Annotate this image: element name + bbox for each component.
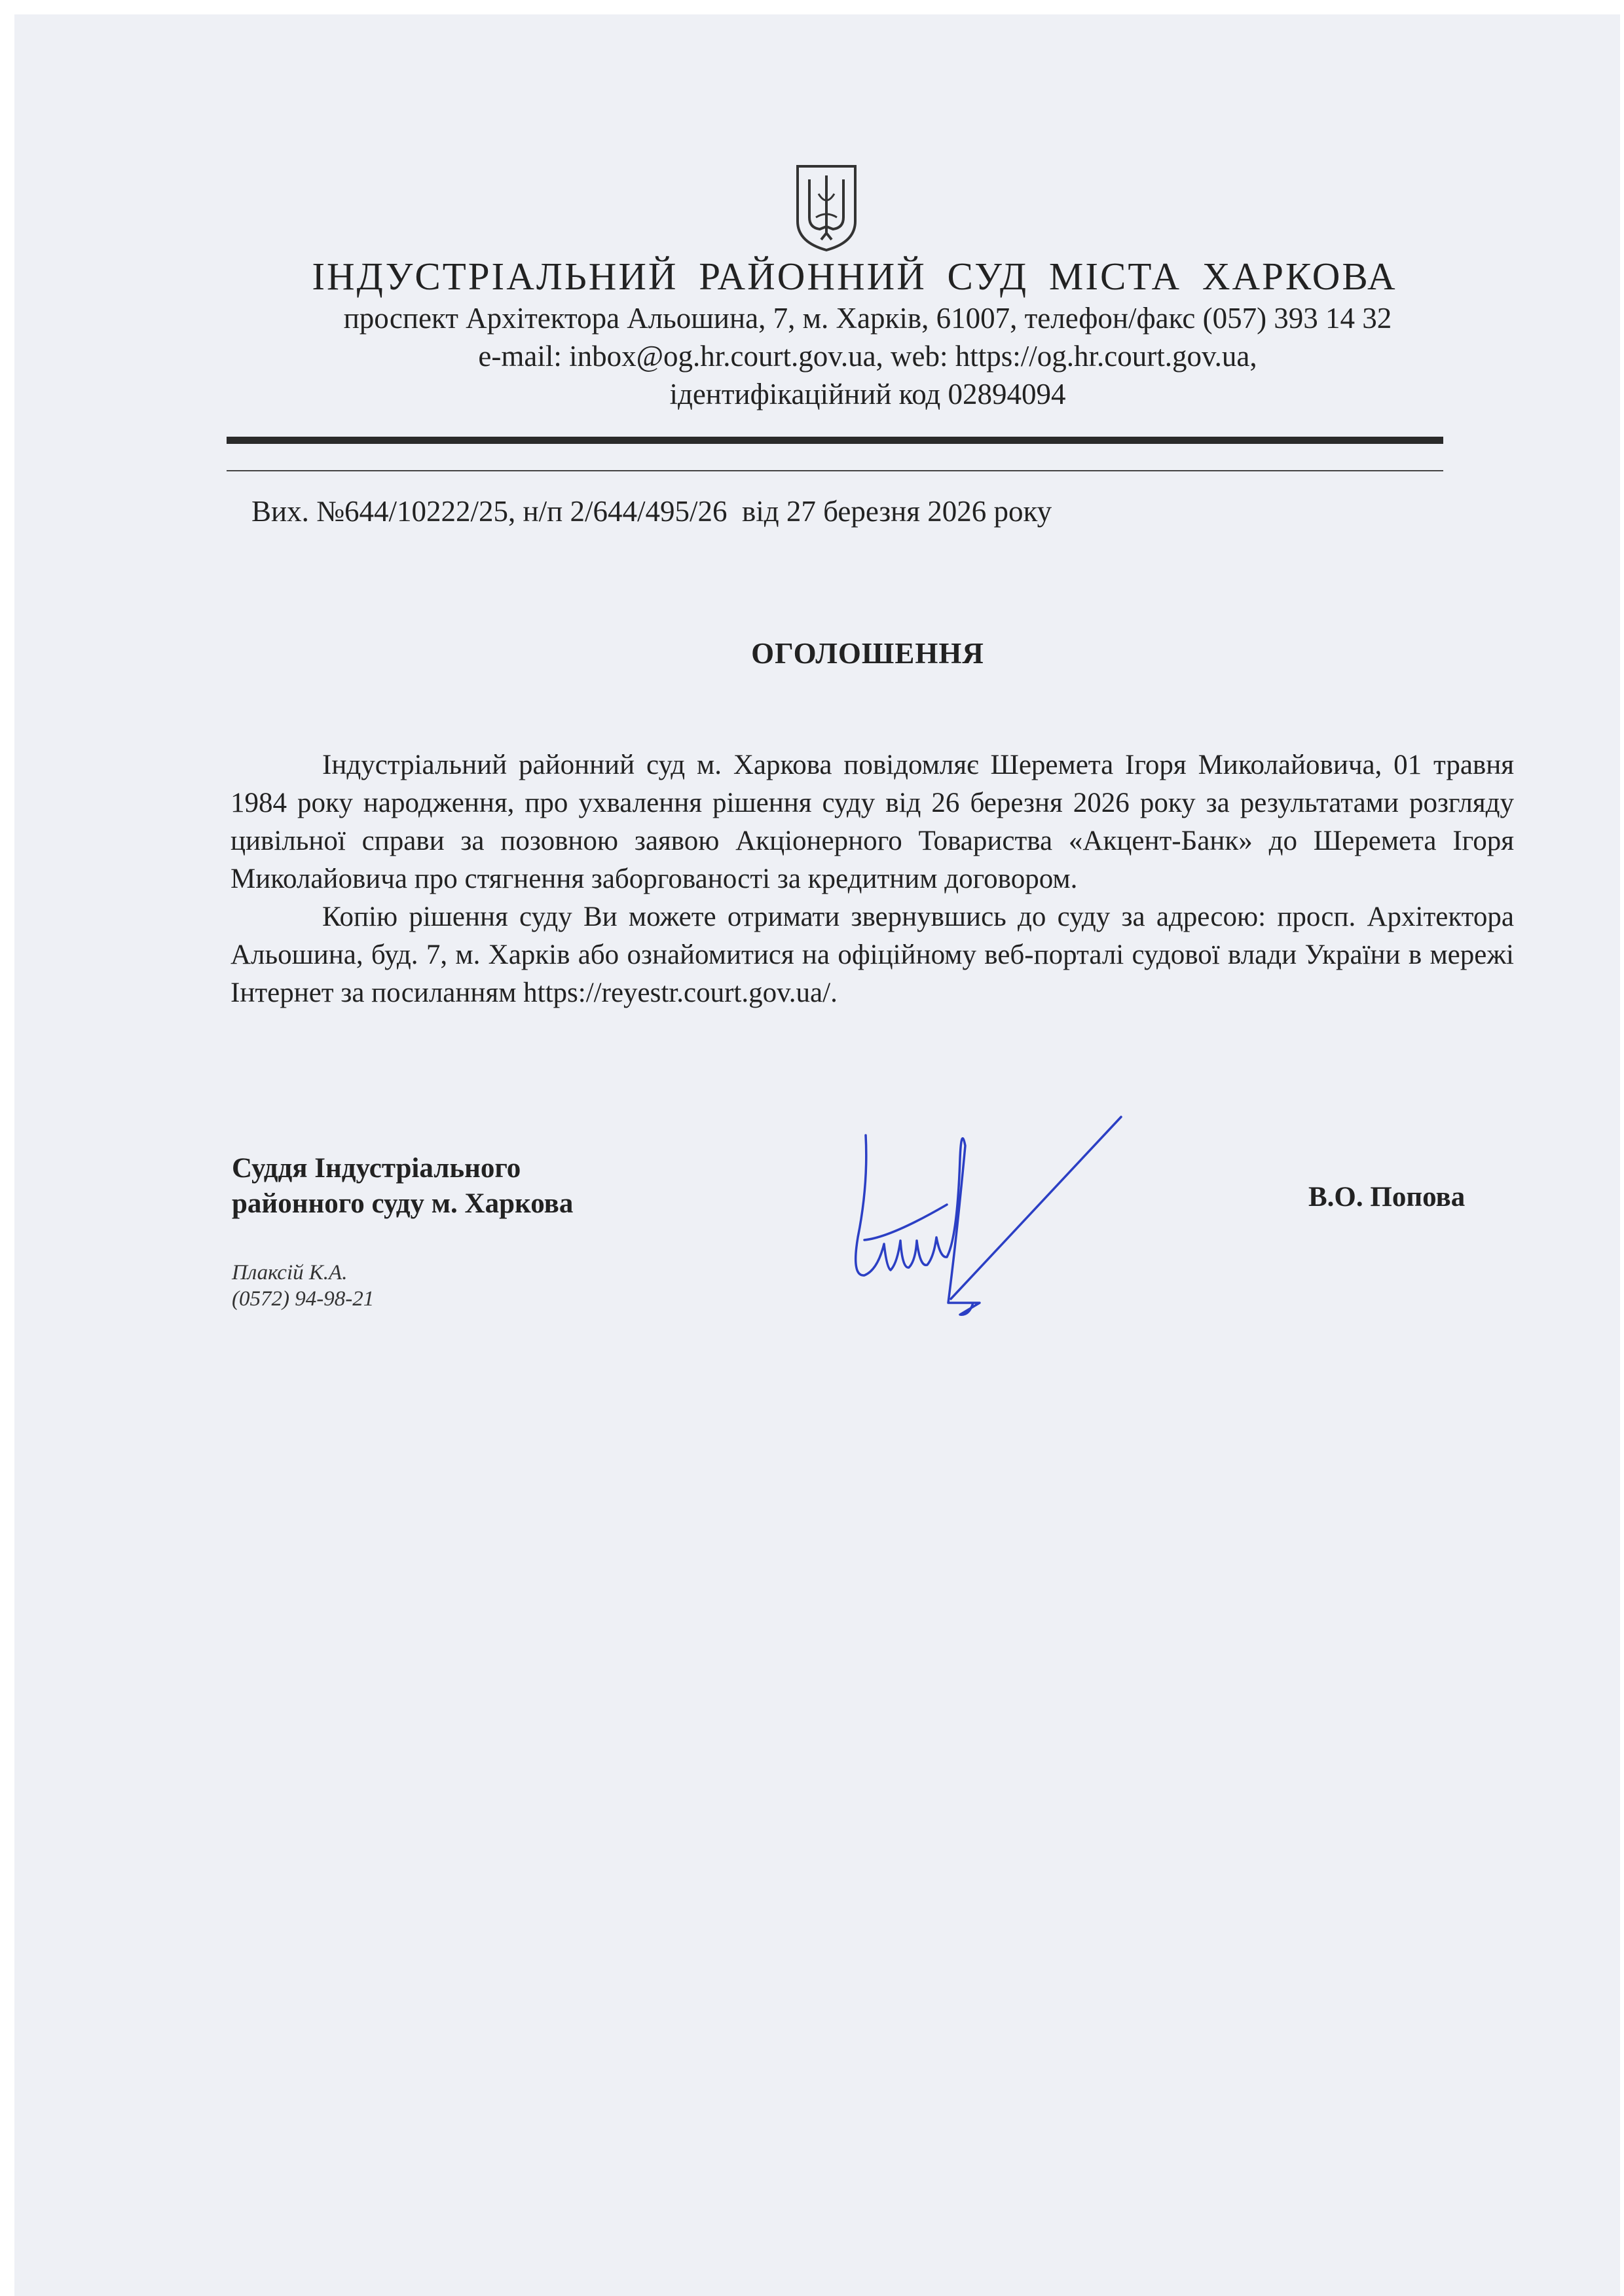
court-name: ІНДУСТРІАЛЬНИЙ РАЙОННИЙ СУД МІСТА ХАРКОВА [312,255,1397,298]
header-divider-thin [227,470,1443,471]
court-id-code: ідентифікаційний код 02894094 [669,378,1066,410]
judge-title-line-2: районного суду м. Харкова [232,1188,574,1219]
executor-phone: (0572) 94-98-21 [232,1287,375,1311]
executor-name: Плаксій К.А. [232,1261,348,1285]
outgoing-reference: Вих. №644/10222/25, н/п 2/644/495/26 від 27 березня 2026 року [251,495,1052,528]
handwritten-signature [786,1106,1139,1368]
judge-name: В.О. Попова [1308,1182,1466,1212]
trident-coat-of-arms-icon [792,161,860,253]
notice-paragraph-2: Копію рішення суду Ви можете отримати звернувшись до суду за адресою: просп. Архітектора Альошина, буд. 7, м. Харків або ознайомитися на офіційному веб-порталі судової влади України в мережі Інтернет за посиланням https://reyestr.court.gov.ua/. [231,902,1514,1008]
court-address: проспект Архітектора Альошина, 7, м. Харків, 61007, телефон/факс (057) 393 14 32 [343,302,1392,335]
notice-body [231,746,1514,1012]
notice-paragraph-1: Індустріальний районний суд м. Харкова повідомляє Шеремета Ігоря Миколайовича, 01 травня 1984 року народження, про ухвалення рішення суду від 26 березня 2026 року за результатами розгляду цивільної справи за позовною заявою Акціонерного Товариства «Акцент-Банк» до Шеремета Ігоря Миколайовича про стягнення заборгованості за кредитним договором. [231,750,1514,894]
notice-title: ОГОЛОШЕННЯ [751,637,984,670]
court-contacts: e-mail: inbox@og.hr.court.gov.ua, web: https://og.hr.court.gov.ua, [478,340,1257,373]
header-divider-thick [227,437,1443,444]
judge-title-line-1: Суддя Індустріального [232,1153,521,1184]
